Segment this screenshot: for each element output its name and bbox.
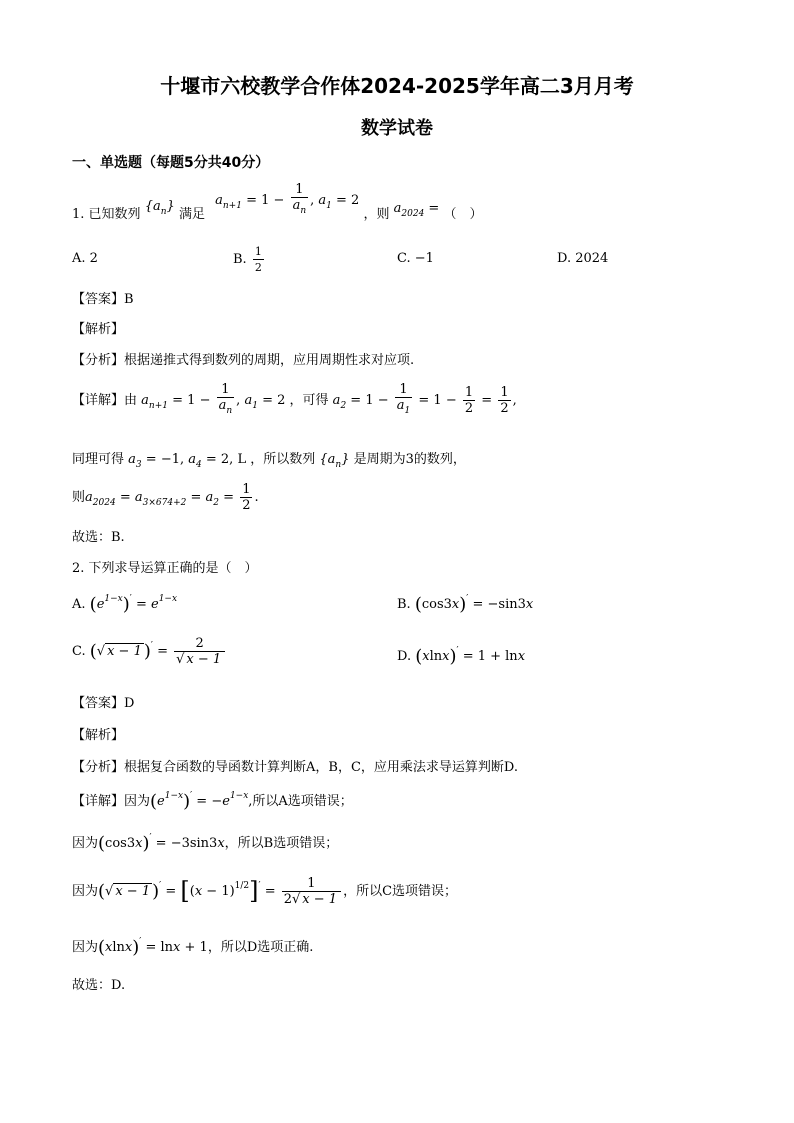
q1-stem-a: 1. 已知数列: [72, 207, 141, 222]
q1-stem-d: （ ）: [443, 207, 483, 222]
q1-option-a: A. 2: [72, 251, 98, 266]
q2-detail-2: 因为(cos3x)′ = −3sin3x，所以B选项错误；: [72, 833, 339, 854]
q2-option-a: A. $(e^{1-x})' = e^{1-x}$: [72, 594, 178, 615]
q1-stem-c: ，则: [363, 207, 390, 222]
q2-choose: 故选：D.: [72, 978, 126, 993]
q2-fenxi: 【分析】根据复合函数的导函数计算判断A，B，C，应用乘法求导运算判断D.: [72, 760, 518, 775]
q1-stem-b: 满足: [178, 207, 205, 222]
q1-detail-1: 【详解】由 $a_{n+1} = 1$ − $\frac{1}{a_n}$ , $a_1 = 2$ ，可得 $a_2 = 1$ − $\frac{1}{a_1}$ = 1 − $\frac{1}{2}$ = $\frac{1}{2}$ ,: [72, 382, 517, 416]
q2-option-c: C. (√ x − 1 )′ = $\frac{2}{√ x - 1}$: [72, 636, 227, 667]
q2-detail-4: 因为(xlnx)′ = lnx + 1，所以D选项正确.: [72, 937, 314, 958]
q2-option-b: B. (cos3x)′ = −sin3x: [397, 594, 534, 615]
q2-analysis-label: 【解析】: [72, 728, 125, 743]
q1-detail-3: 则$a_{2024} = a_{3\times 674+2} = a_2$ = $\frac{1}{2}$ .: [72, 482, 259, 513]
section-heading: 一、单选题（每题5分共40分）: [72, 155, 270, 171]
q1-option-b: B. $\frac{1}{2}$: [233, 245, 262, 274]
q1-detail-2: 同理可得 $a_3 = -1$, $a_4 = 2$, L ，所以数列 $\{a_n\}$ 是周期为3的数列，: [72, 452, 466, 470]
q2-detail-1: 【详解】因为$(e^{1-x})' = -e^{1-x}$,所以A选项错误；: [72, 791, 353, 812]
q1-stem: 1. 已知数列 $\{a_n\}$ 满足 $a_{n+1} = 1$ − $\frac{1}{a_n}$ , $a_1 = 2$ ，则 $a_{2024}$ = （ ）: [72, 182, 483, 222]
q1-option-c: C. −1: [397, 251, 434, 266]
q2-detail-3: 因为(√ x − 1 )$' = [(x - 1)^{1/2}]'$ = $\frac{1}{2√ x - 1}$ ，所以C选项错误；: [72, 876, 458, 907]
q1-option-d: D. 2024: [557, 251, 609, 266]
q1-fenxi: 【分析】根据递推式得到数列的周期，应用周期性求对应项.: [72, 353, 415, 368]
q1-choose: 故选：B.: [72, 530, 125, 545]
exam-subtitle: 数学试卷: [361, 118, 433, 139]
q1-analysis-label: 【解析】: [72, 322, 125, 337]
q2-answer: 【答案】D: [72, 696, 135, 711]
q1-answer: 【答案】B: [72, 292, 134, 307]
exam-title: 十堰市六校教学合作体2024-2025学年高二3月月考: [160, 74, 634, 98]
q2-stem: 2. 下列求导运算正确的是（ ）: [72, 561, 258, 576]
q2-option-d: D. (xlnx)′ = 1 + lnx: [397, 646, 526, 667]
